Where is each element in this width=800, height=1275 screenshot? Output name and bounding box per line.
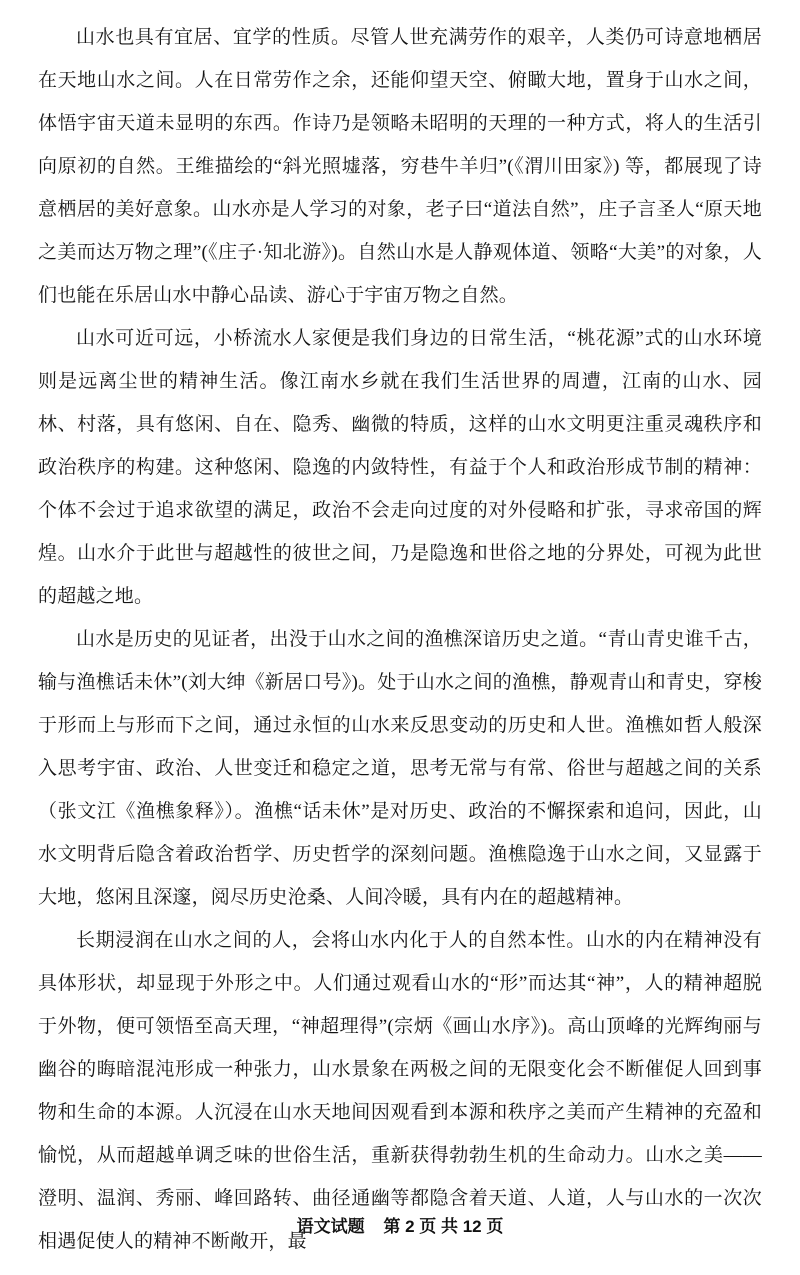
paragraph-1: 山水也具有宜居、宜学的性质。尽管人世充满劳作的艰辛，人类仍可诗意地栖居在天地山水之间。人在日常劳作之余，还能仰望天空、俯瞰大地，置身于山水之间，体悟宇宙天道未显明的东西。作诗乃是领略未昭明的天理的一种方式，将人的生活引向原初的自然。王维描绘的“斜光照墟落，穷巷牛羊归”(《渭川田家》) 等，都展现了诗意栖居的美好意象。山水亦是人学习的对象，老子曰“道法自然”，庄子言圣人“原天地之美而达万物之理”(《庄子·知北游》)。自然山水是人静观体道、领略“大美”的对象，人们也能在乐居山水中静心品读、游心于宇宙万物之自然。: [38, 27, 762, 306]
paragraph-2: 山水可近可远，小桥流水人家便是我们身边的日常生活，“桃花源”式的山水环境则是远离尘世的精神生活。像江南水乡就在我们生活世界的周遭，江南的山水、园林、村落，具有悠闲、自在、隐秀、幽微的特质，这样的山水文明更注重灵魂秩序和政治秩序的构建。这种悠闲、隐逸的内敛特性，有益于个人和政治形成节制的精神：个体不会过于追求欲望的满足，政治不会走向过度的对外侵略和扩张，寻求帝国的辉煌。山水介于此世与超越性的彼世之间，乃是隐逸和世俗之地的分界处，可视为此世的超越之地。: [38, 328, 762, 607]
footer-page-indicator: 第 2 页 共 12 页: [383, 1217, 504, 1236]
reading-passage: [38, 16, 762, 1263]
paragraph-4: 长期浸润在山水之间的人，会将山水内化于人的自然本性。山水的内在精神没有具体形状，却显现于外形之中。人们通过观看山水的“形”而达其“神”，人的精神超脱于外物，便可领悟至高天理，“神超理得”(宗炳《画山水序》)。高山顶峰的光辉绚丽与幽谷的晦暗混沌形成一种张力，山水景象在两极之间的无限变化会不断催促人回到事物和生命的本源。人沉浸在山水天地间因观看到本源和秩序之美而产生精神的充盈和愉悦，从而超越单调乏味的世俗生活，重新获得勃勃生机的生命动力。山水之美——澄明、温润、秀丽、峰回路转、曲径通幽等都隐含着天道、人道，人与山水的一次次相遇促使人的精神不断敞开，最: [38, 930, 762, 1252]
footer-doc-title: 语文试题: [296, 1217, 365, 1236]
page-footer: [0, 1212, 800, 1237]
paragraph-3: 山水是历史的见证者，出没于山水之间的渔樵深谙历史之道。“青山青史谁千古，输与渔樵话未休”(刘大绅《新居口号》)。处于山水之间的渔樵，静观青山和青史，穿梭于形而上与形而下之间，通过永恒的山水来反思变动的历史和人世。渔樵如哲人般深入思考宇宙、政治、人世变迁和稳定之道，思考无常与有常、俗世与超越之间的关系（张文江《渔樵象释》）。渔樵“话未休”是对历史、政治的不懈探索和追问，因此，山水文明背后隐含着政治哲学、历史哲学的深刻问题。渔樵隐逸于山水之间，又显露于大地，悠闲且深邃，阅尽历史沧桑、人间冷暖，具有内在的超越精神。: [38, 629, 762, 908]
